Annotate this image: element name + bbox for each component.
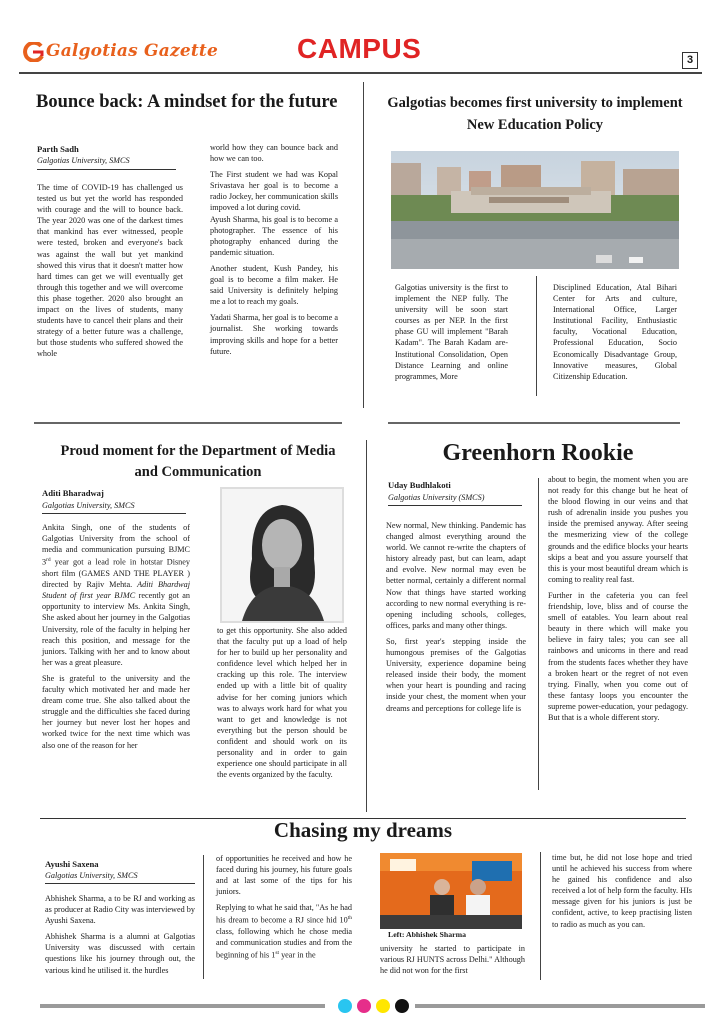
article-body-column [216,853,352,961]
masthead-rule [19,72,702,74]
section-divider [388,422,680,424]
paragraph: She is grateful to the university and the faculty which motivated her and made her dream come true. She also talked about the struggle and the difficulties she faced during her journey but never lost her hopes and worked twice for the next time which was also one of the reason for her [42,673,190,750]
paragraph: So, first year's stepping inside the humongous premises of the Galgotias University, experience dopamine being released inside their body, the moment when your heart is pounding and racing inside your chest, the moment when your dreams and perceptions for college life is [386,636,526,713]
section-divider [34,422,342,424]
paragraph: university he started to participate in various RJ HUNTS across Delhi." Although he did not won for the first [380,944,525,976]
article-body-column [210,142,338,357]
column-divider [536,276,537,396]
paragraph: Disciplined Education, Atal Bihari Center for Arts and culture, International Office, Larger Institutional Facility, Enthusiastic faculty, Vocational Education, Professional Education, Socio Economically Disadvantage Group, Innovative measures, Global Citizenship Education. [553,283,677,381]
magenta-dot-icon [357,999,371,1013]
article-body-column [380,943,525,976]
article-body-column [553,282,677,382]
paragraph: time but, he did not lose hope and tried until he achieved his success from where he gained his confidence and also received a lot of help form the faculty. HIs message given for his juniors is just be confident, active, to keep practising listen to radio as much as you can. [552,853,692,929]
page-number: 3 [682,52,698,69]
black-dot-icon [395,999,409,1013]
article-author: Ayushi Saxena [45,859,99,869]
footer-bar-right [415,1004,705,1008]
article-title: Greenhorn Rookie [442,440,634,466]
campus-photo [391,151,679,269]
article-title: Chasing my dreams [273,818,453,842]
paragraph: world how they can bounce back and how we can too. [210,143,338,164]
person-portrait-icon [222,489,342,621]
gazette-logo-text: Galgotias Gazette [46,41,218,61]
article-affiliation: Galgotias University (SMCS) [388,493,485,502]
cyan-dot-icon [338,999,352,1013]
byline-rule [37,169,176,170]
column-divider [366,440,367,812]
article-body-column [386,520,526,714]
photo-caption: Left: Abhishek Sharma [388,930,466,939]
article-body-column [548,474,688,723]
paragraph: Another student, Kush Pandey, his goal is to become a film maker. He said University is definitely helping me a lot to reach my goals. [210,263,338,307]
footer-bar-left [40,1004,325,1008]
byline-rule [388,505,522,506]
column-divider [203,855,204,979]
yellow-dot-icon [376,999,390,1013]
paragraph: of opportunities he received and how he faced during his journey, his future goals and at last some of the tips for his juniors. [216,854,352,897]
registration-dots [338,999,414,1015]
article-body-column [45,893,195,976]
article-affiliation: Galgotias University, SMCS [37,156,130,165]
paragraph: Ankita Singh, one of the students of Galgotias University from the school of media and communication pursuing BJMC 3rd year got a lead role in hotstar Disney short film (GAMES AND THE PLAYER ) directed by Rajiv Mehta. Aditi Bhardwaj Student of first year BJMC recently got an opportunity to interview Ms. Ankita Singh, She asked about her journey in the Galgotias University, role of the faculty in helping her reach this position, and message for the juniors. Talking with her and to know about her was a great pleasure. [42,523,191,667]
paragraph: Galgotias university is the first to implement the NEP fully. The university will be soon start courses as per NEP. In the first phase GU will implement "Barah Kadam". The Barah Kadam are- Institutional Consolidation, Open Distance Learning and online programmes, More [395,283,508,381]
paragraph: Replying to what he said that, "As he had his dream to become a RJ since hid 10th class, following which he chose media and communication studies and from the beginning of his 1st year in the [216,903,352,961]
paragraph: to get this opportunity. She also added that the faculty put up a load of help for her to build up her personality and confidence level which helped her in cracking up this role. The interview ended up with a little bit of quality advise for her coming juniors which was to always work hard for what you want to get and knowledge is not everything but the person should be confident and should work on its personality and in order to gain experience one should participate in all the events organized by the faculty. [217,626,347,780]
masthead [0,0,724,80]
article-body-column [42,522,190,751]
byline-rule [45,883,195,884]
article-title: Galgotias becomes first university to implement New Education Policy [387,95,683,133]
paragraph: Ayush Sharma, his goal is to become a photographer. The essence of his photography enhanced during the pandemic situation. [210,214,338,257]
radio-studio-photo [380,853,522,929]
paragraph: The First student we had was Kopal Srivastava her goal is to become a radio Jockey, her communication skills impoved a lot during covid. [210,170,338,213]
article-author: Parth Sadh [37,144,79,154]
byline-rule [42,513,186,514]
gazette-logo-icon [21,42,45,62]
column-divider [538,478,539,790]
paragraph: The time of COVID-19 has challenged us tested us but yet the world has responded with courage and the will to bounce back. The year 2020 was one of the darkest times that mankind has ever witnessed, people were tested, broken and everyone's back was against the wall but yet mankind showed this virus that it doesn't matter how hard times can get we will eventually get through this together and we will overcome this phase together. 2020 also brought an impact on the lives of students, many students have to cancel their plans and their strategy of a better future was a challenge, but those students who suffered showed the whole [37,183,183,359]
article-affiliation: Galgotias University, SMCS [45,871,138,880]
paragraph: Abhishek Sharma, a to be RJ and working as as producer at Radio City was interviewed by Ayushi Saxena. [45,894,195,926]
article-author: Uday Budhlakoti [388,480,451,490]
article-affiliation: Galgotias University, SMCS [42,501,135,510]
article-body-column [395,282,508,382]
paragraph: Further in the cafeteria you can feel friendship, love, bliss and of course the smell of eatables. You learn about real beauty in there which will make you believe in fairy tales; you can see all rainbows and unicorns in there and read from the students faces whether they have a broken heart or the regret of not even trying. Finally, when you come out of these fantasy loops you encounter the supreme power-education, your pedagogy. But that is a whole different story. [548,590,688,722]
article-body-column [552,852,692,930]
article-author: Aditi Bharadwaj [42,488,104,498]
column-divider [363,82,364,408]
article-body-column [217,625,347,780]
column-divider [540,852,541,980]
portrait-photo [220,487,344,623]
article-title: Bounce back: A mindset for the future [36,92,338,112]
section-title: CAMPUS [297,33,422,64]
paragraph: New normal, New thinking. Pandemic has changed almost everything around the world. We cannot re-write the chapters of history already past, but can learn, adapt and evolve. New normal may even be better normal, certainly a different normal Now that things have started working according to new normal everything is re-opening including schools, colleges, offices, parks and many other things. [386,521,526,630]
article-body-column [37,182,183,360]
paragraph: Abhishek Sharma is a alumni at Galgotias University was discussed with certain questions like his journey through out, the various kind he utilised it. the hurdles [45,932,195,975]
paragraph: Yadati Sharma, her goal is to become a journalist. She working towards improving skills and hope for a better future. [210,313,338,356]
paragraph: about to begin, the moment when you are not ready for this change but he heat of the blood flowing in our veins and that rush of adrenalin inside you pushes you inside the premised anyway. After seeing the mesmerizing view of the college grounds and the edifice blocks your hearts skips a beat and you assure yourself that this is your most beautiful dream which is coming to reality real fast. [548,475,688,584]
article-title: Proud moment for the Department of Media and Communication [60,443,336,480]
